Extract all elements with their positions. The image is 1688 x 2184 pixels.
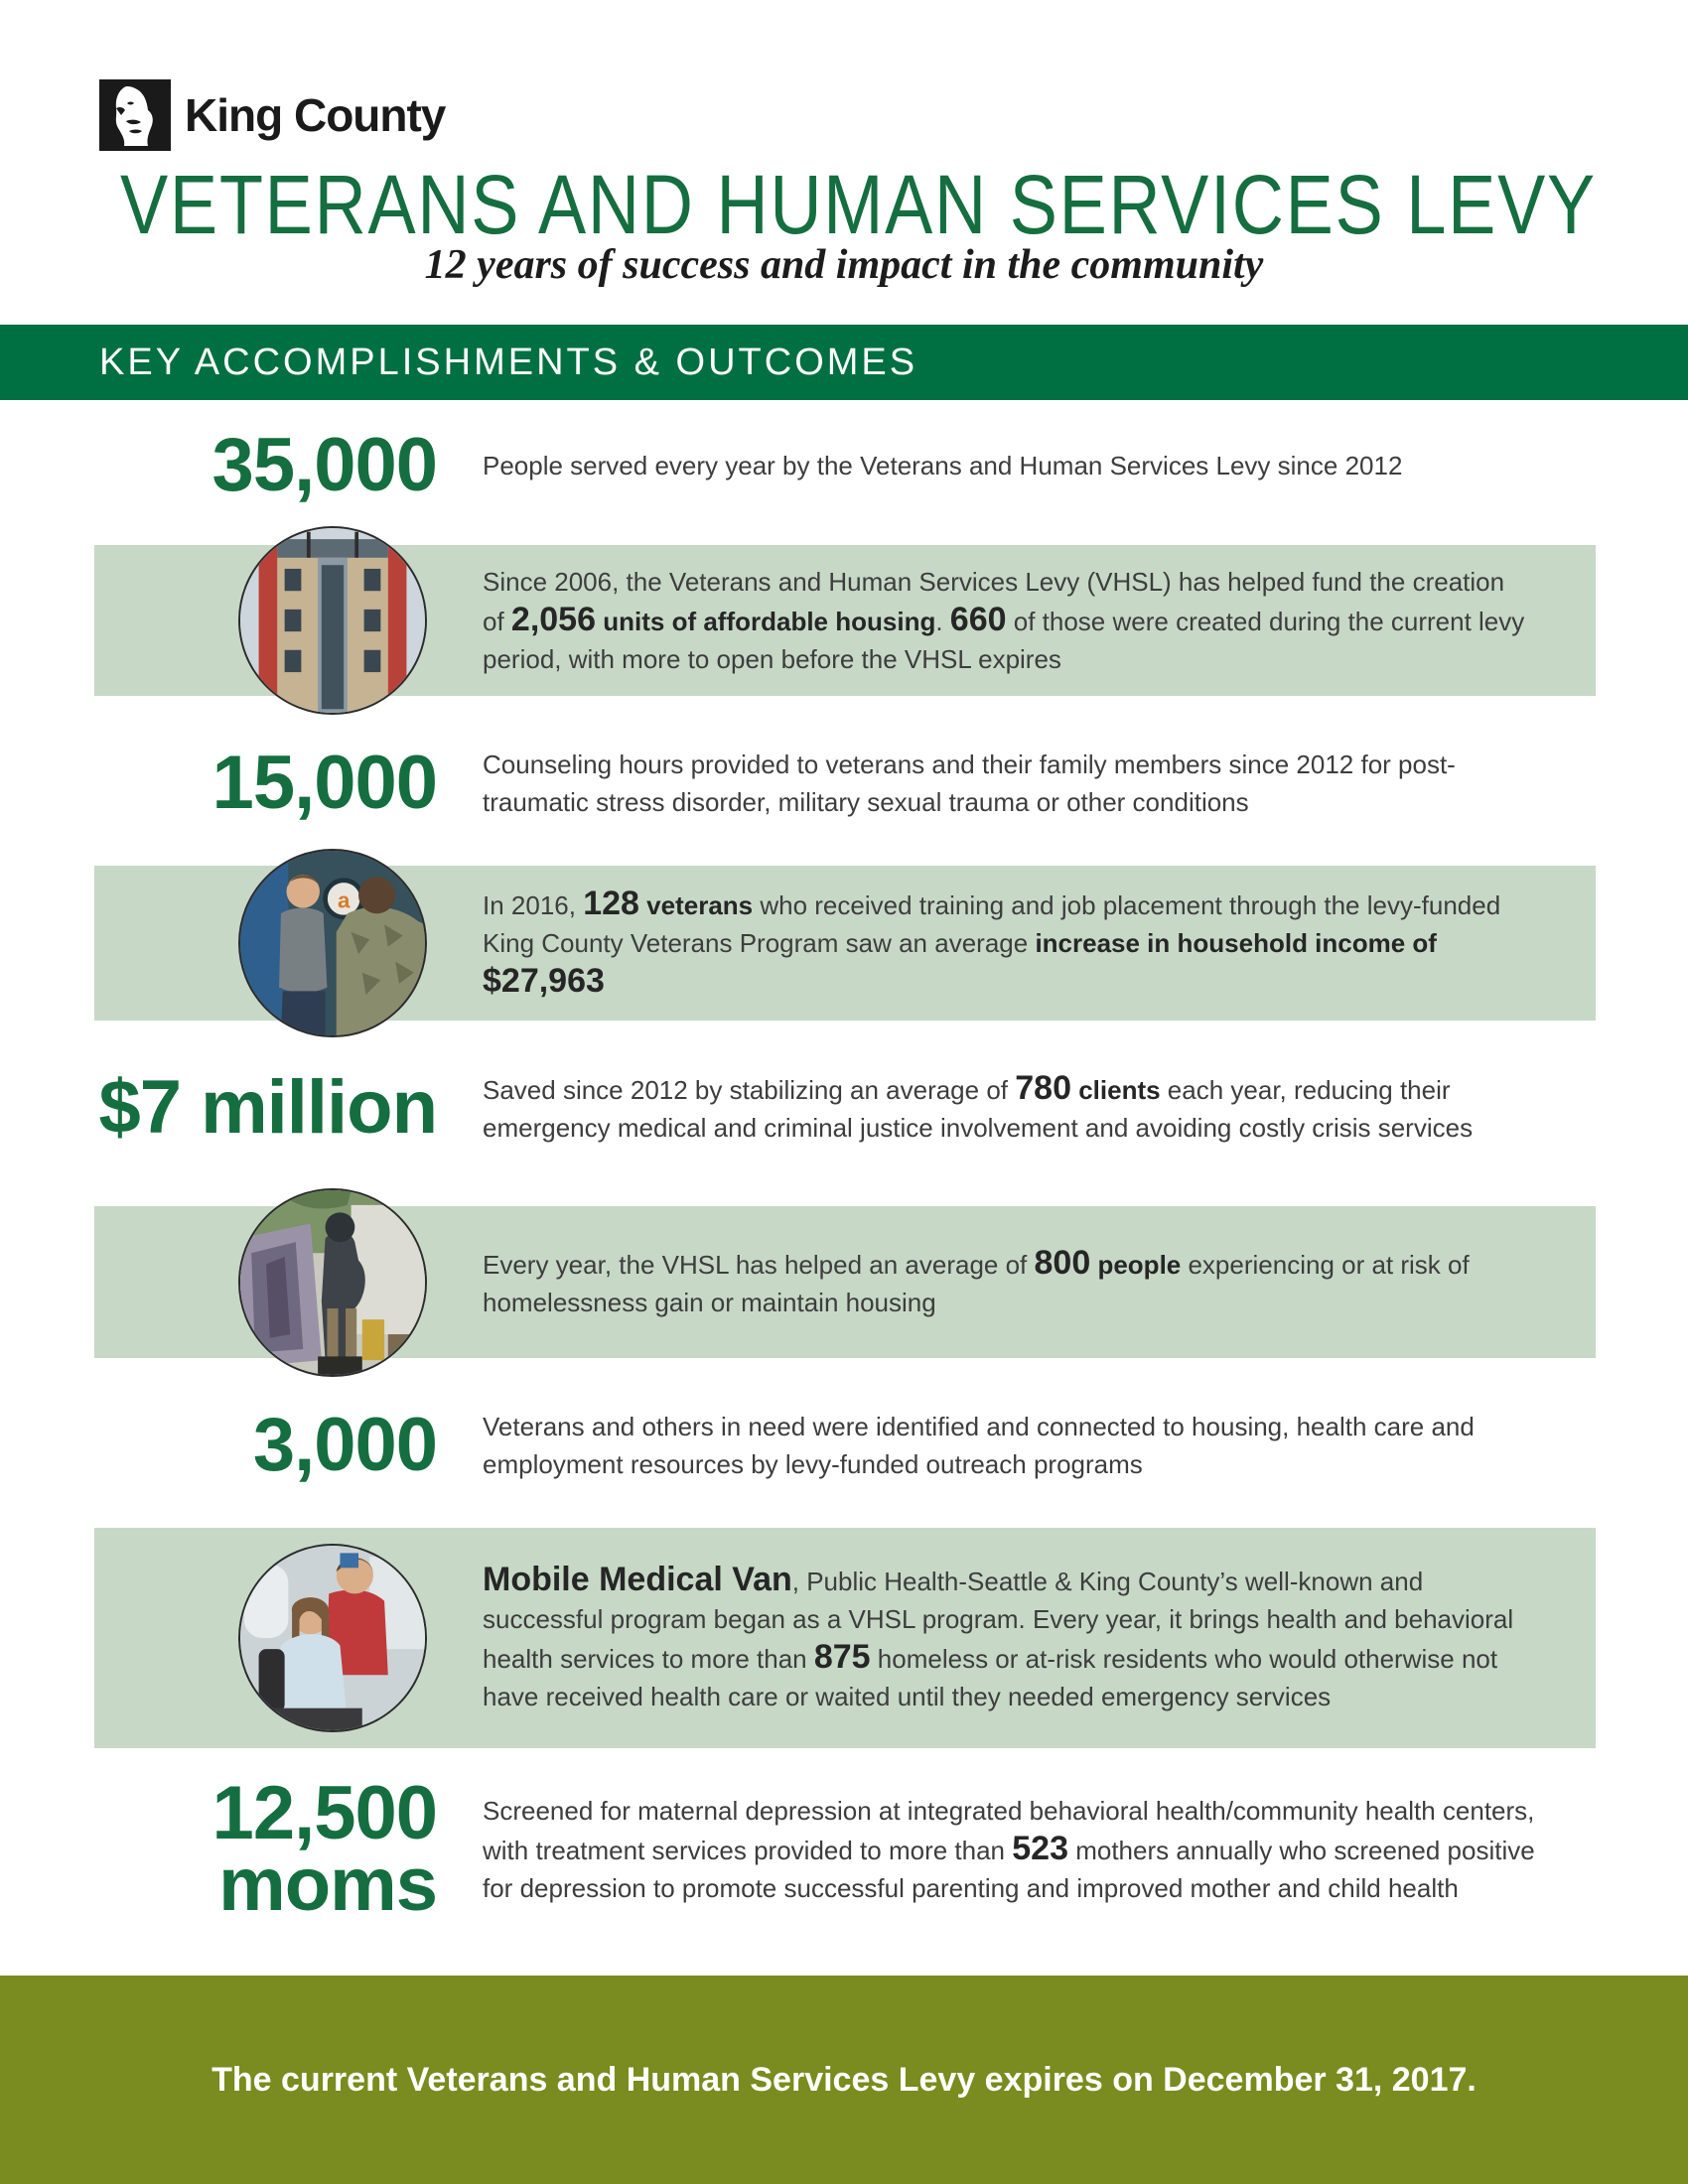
band-row-homelessness [94, 1206, 1596, 1358]
stat-text: People served every year by the Veterans and Human Services Levy since 2012 [483, 451, 1403, 480]
section-banner-label: KEY ACCOMPLISHMENTS & OUTCOMES [99, 341, 918, 383]
page-subtitle: 12 years of success and impact in the community [424, 242, 1264, 288]
homeless-encampment-photo [238, 1188, 427, 1377]
stat-text: Counseling hours provided to veterans and their family members since 2012 for post-traumatic stress disorder, military sexual trauma or other conditions [483, 750, 1456, 817]
stat-row-outreach [0, 1403, 1559, 1487]
stat-number-line-1: 12,500 [211, 1771, 437, 1855]
stat-row-savings [0, 1065, 1559, 1150]
veterans-job-fair-photo [238, 849, 427, 1037]
stat-text: Saved since 2012 by stabilizing an average of 780 clients each year, reducing their emergency medical and criminal justice involvement and avoiding costly crisis services [483, 1069, 1474, 1143]
stat-row-counseling-hours [0, 741, 1559, 825]
expiry-footer-text: The current Veterans and Human Services Levy expires on December 31, 2017. [211, 2060, 1477, 2099]
band-text: Every year, the VHSL has helped an average of 800 people experiencing or at risk of homelessness gain or maintain housing [483, 1243, 1470, 1317]
stat-number: $7 million [98, 1065, 437, 1150]
mobile-medical-van-photo [238, 1544, 427, 1732]
band-text: In 2016, 128 veterans who received training and job placement through the levy-funded King County Veterans Program saw an average increase in household income of $27,963 [483, 885, 1501, 1000]
king-county-mlk-icon [99, 79, 171, 151]
stat-number: 3,000 [252, 1403, 437, 1487]
band-row-affordable-housing [94, 545, 1596, 696]
section-banner [0, 325, 1688, 400]
band-row-veterans-income [94, 866, 1596, 1021]
svg-text:a: a [337, 887, 351, 913]
page-title: VETERANS AND HUMAN SERVICES LEVY [120, 158, 1597, 251]
expiry-footer-banner [0, 1976, 1688, 2184]
stat-number [0, 1771, 437, 1927]
stat-number: 15,000 [211, 741, 437, 825]
logo-wordmark: King County [185, 89, 446, 141]
stat-number-line-2: moms [218, 1843, 437, 1927]
king-county-logo [99, 79, 445, 151]
stat-row-people-served [0, 423, 1559, 507]
stat-text: Veterans and others in need were identified and connected to housing, health care and employment resources by levy-funded outreach programs [483, 1412, 1475, 1479]
stat-text: Screened for maternal depression at integrated behavioral health/community health centers, with treatment services provided to more than 523 mothers annually who screened positive for depression to promote successful parenting and improved mother and child health [483, 1796, 1535, 1903]
band-text: Mobile Medical Van, Public Health-Seattle & King County’s well-known and successful program began as a VHSL program. Every year, it brings health and behavioral health services to more than 875 homeless or at-risk residents who would otherwise not have received health care or waited until they needed emergency services [483, 1561, 1514, 1711]
band-row-mobile-medical-van [94, 1528, 1596, 1748]
apartment-building-photo [238, 526, 427, 715]
stat-row-moms-screened [0, 1771, 1559, 1927]
stat-number: 35,000 [211, 423, 437, 507]
band-text: Since 2006, the Veterans and Human Services Levy (VHSL) has helped fund the creation of 2,056 units of affordable housing. 660 of those were created during the current levy period, with more to open before the VHSL expires [483, 567, 1525, 674]
